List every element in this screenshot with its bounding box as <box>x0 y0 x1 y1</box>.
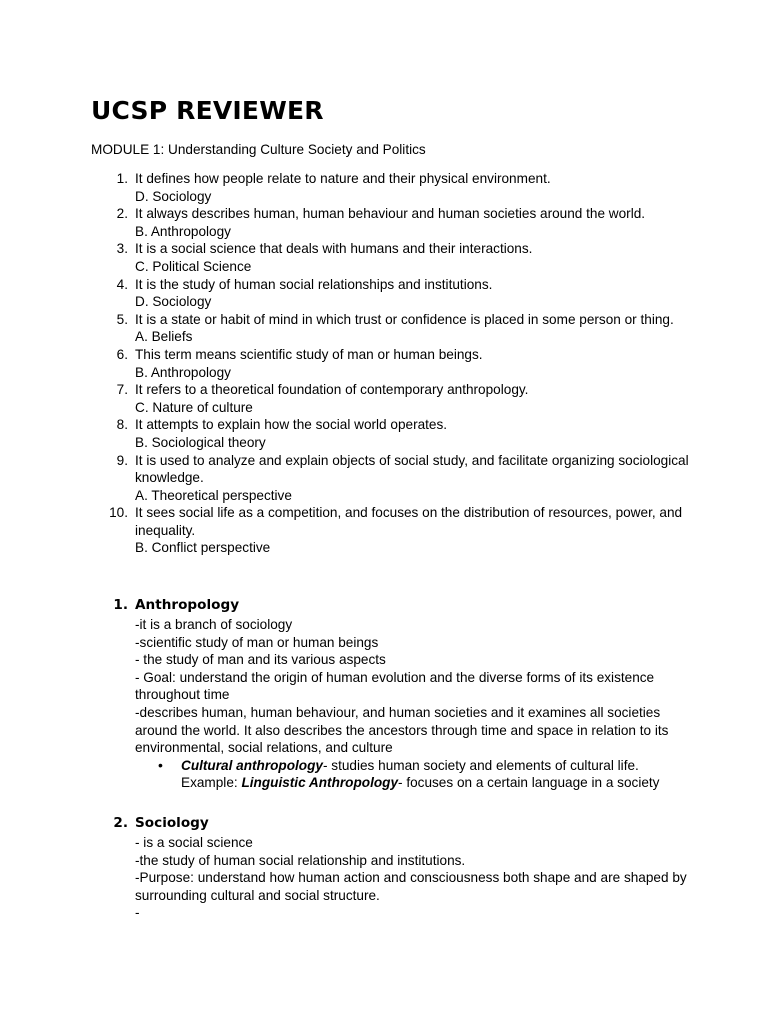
section-title: Sociology <box>135 815 209 831</box>
question-text: It is used to analyze and explain objects of social study, and facilitate organizing sociological knowledge. <box>135 452 689 486</box>
list-item <box>91 276 691 311</box>
body-line: -scientific study of man or human beings <box>135 634 379 650</box>
body-line: - <box>135 905 140 921</box>
section-body <box>91 616 691 757</box>
list-item <box>91 205 691 240</box>
body-line: -the study of human social relationship and institutions. <box>135 852 466 868</box>
question-text: It is a social science that deals with humans and their interactions. <box>135 241 533 257</box>
list-item <box>91 170 691 205</box>
answer-text: D. Sociology <box>135 188 212 204</box>
list-item <box>91 311 691 346</box>
body-line: - Goal: understand the origin of human evolution and the diverse forms of its existence throughout time <box>135 669 655 703</box>
list-item <box>91 381 691 416</box>
question-text: It is a state or habit of mind in which trust or confidence is placed in some person or thing. <box>135 311 674 327</box>
example-line <box>181 774 691 792</box>
question-number: 5. <box>116 311 128 327</box>
question-text: This term means scientific study of man or human beings. <box>135 346 483 362</box>
answer-text: C. Nature of culture <box>135 399 253 415</box>
body-line: - is a social science <box>135 835 253 850</box>
question-text: It is the study of human social relationships and institutions. <box>135 276 493 292</box>
term-definition: - studies human society and elements of cultural life. <box>322 757 639 773</box>
body-line: -Purpose: understand how human action and consciousness both shape and are shaped by surrounding cultural and social structure. <box>135 870 687 903</box>
body-line: - the study of man and its various aspects <box>135 652 386 668</box>
section-number: 1. <box>113 597 128 613</box>
question-list <box>91 170 691 557</box>
question-number: 8. <box>116 417 128 433</box>
list-item <box>91 416 691 451</box>
section-anthropology <box>91 596 691 792</box>
answer-text: B. Anthropology <box>135 223 231 239</box>
answer-text: B. Anthropology <box>135 364 231 380</box>
question-number: 2. <box>116 206 128 222</box>
bullet-line <box>181 757 691 775</box>
list-item <box>91 452 691 505</box>
bullet-item <box>91 757 691 792</box>
example-definition: - focuses on a certain language in a society <box>398 775 660 791</box>
question-text: It sees social life as a competition, and focuses on the distribution of resources, power, and inequality. <box>135 505 683 538</box>
list-item <box>91 504 691 557</box>
section-title: Anthropology <box>135 597 240 613</box>
question-number: 9. <box>116 452 128 468</box>
answer-text: C. Political Science <box>135 258 252 274</box>
question-number: 3. <box>116 241 128 257</box>
answer-text: B. Sociological theory <box>135 434 266 450</box>
term-cultural-anthropology: Cultural anthropology <box>181 757 323 773</box>
section-sociology <box>91 814 691 922</box>
answer-text: B. Conflict perspective <box>135 540 271 556</box>
question-text: It refers to a theoretical foundation of contemporary anthropology. <box>135 382 529 398</box>
body-line: -it is a branch of sociology <box>135 617 293 632</box>
question-text: It defines how people relate to nature and their physical environment. <box>135 171 551 186</box>
module-heading: MODULE 1: Understanding Culture Society and Politics <box>91 142 426 157</box>
section-heading <box>91 814 691 832</box>
question-number: 1. <box>116 171 128 186</box>
document-title: UCSP REVIEWER <box>91 96 324 125</box>
answer-text: A. Beliefs <box>135 329 193 345</box>
question-number: 7. <box>116 382 128 398</box>
section-number: 2. <box>113 815 128 831</box>
question-number: 4. <box>116 276 128 292</box>
question-number: 10. <box>109 505 128 521</box>
section-heading <box>91 596 691 614</box>
question-text: It attempts to explain how the social world operates. <box>135 417 448 433</box>
answer-text: D. Sociology <box>135 294 212 310</box>
bullet-icon: • <box>158 756 163 773</box>
term-linguistic-anthropology: Linguistic Anthropology <box>241 775 399 791</box>
body-line: -describes human, human behaviour, and human societies and it examines all societies around the world. It also describes the ancestors through time and space in relation to its environmental, social relations, and culture <box>135 704 669 756</box>
section-body <box>91 834 691 922</box>
question-text: It always describes human, human behaviour and human societies around the world. <box>135 206 646 222</box>
question-number: 6. <box>116 346 128 362</box>
list-item <box>91 240 691 275</box>
example-prefix: Example: <box>181 775 242 791</box>
answer-text: A. Theoretical perspective <box>135 487 292 503</box>
list-item <box>91 346 691 381</box>
